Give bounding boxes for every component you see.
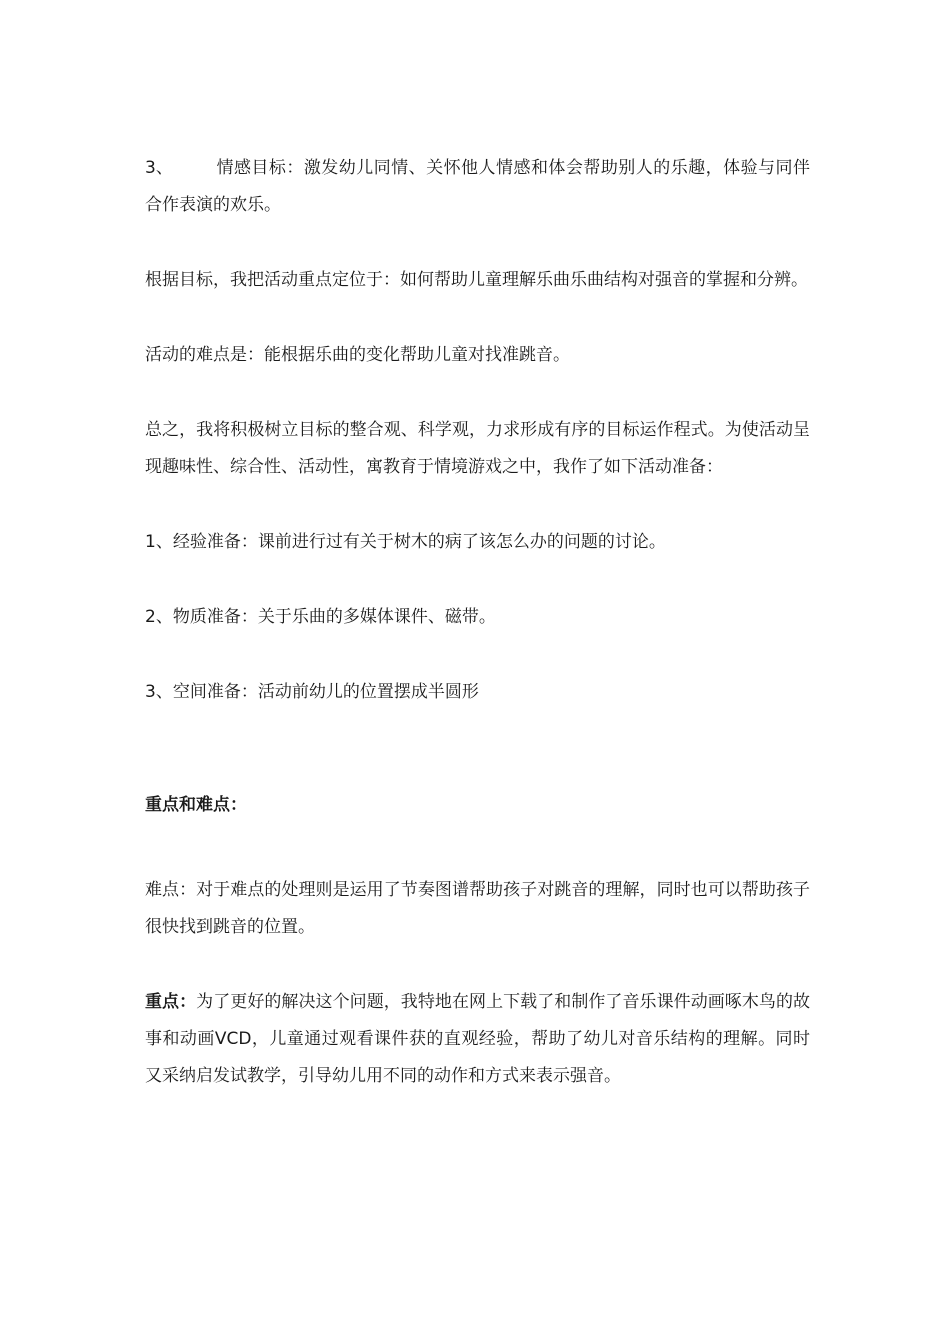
prep-item-1: 1、经验准备：课前进行过有关于树木的病了该怎么办的问题的讨论。 <box>145 532 666 552</box>
key-point-text: 为了更好的解决这个问题，我特地在网上下载了和制作了音乐课件动画啄木鸟的故事和动画VCD，儿童通过观看课件获的直观经验，帮助了幼儿对音乐结构的理解。同时又采纳启发试教学，引导幼儿用不同的动作和方式来表示强音。 <box>145 992 811 1086</box>
emotional-goal-paragraph <box>145 150 810 224</box>
prep-item-3: 3、空间准备：活动前幼儿的位置摆成半圆形 <box>145 682 479 702</box>
key-point-paragraph <box>145 984 810 1095</box>
difficulty-paragraph: 活动的难点是：能根据乐曲的变化帮助儿童对找准跳音。 <box>145 345 570 365</box>
goal-text: 情感目标：激发幼儿同情、关怀他人情感和体会帮助别人的乐趣，体验与同伴合作表演的欢乐。 <box>145 158 810 215</box>
prep-item-2: 2、物质准备：关于乐曲的多媒体课件、磁带。 <box>145 607 496 627</box>
focus-paragraph: 根据目标，我把活动重点定位于：如何帮助儿童理解乐曲乐曲结构对强音的掌握和分辨。 <box>145 270 808 290</box>
document-page <box>145 150 810 1133</box>
key-point-label: 重点： <box>145 992 197 1012</box>
section-heading: 重点和难点： <box>145 795 247 815</box>
summary-paragraph: 总之，我将积极树立目标的整合观、科学观，力求形成有序的目标运作程式。为使活动呈现趣味性、综合性、活动性，寓教育于情境游戏之中，我作了如下活动准备： <box>145 420 810 477</box>
difficulty-detail-paragraph: 难点：对于难点的处理则是运用了节奏图谱帮助孩子对跳音的理解，同时也可以帮助孩子很快找到跳音的位置。 <box>145 880 810 937</box>
goal-number: 3、 <box>145 158 173 178</box>
